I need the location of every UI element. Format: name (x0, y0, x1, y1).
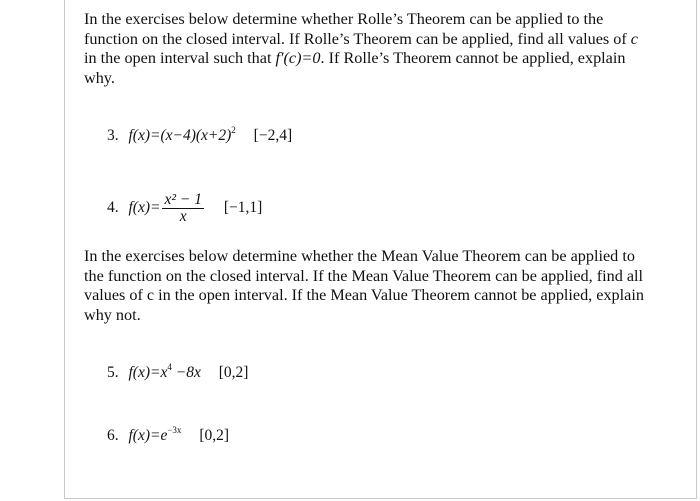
mvt-instructions: In the exercises below determine whether the Mean Value Theorem can be applied to the function on the closed interval. If the Mean Value Theorem can be applied, find all values of c in the open interval. If the Mean Value Theorem cannot be applied, explain why not. (84, 247, 644, 324)
problem-6-interval: [0,2] (199, 427, 230, 444)
problem-6-exponent: −3x (167, 425, 182, 435)
problem-5-interval: [0,2] (218, 364, 249, 381)
problem-6-number: 6. (107, 427, 119, 444)
rolle-intro-part-2: in the open interval such that (84, 49, 276, 67)
problem-4-function-lhs: f(x)= (128, 199, 161, 217)
problem-5 (107, 362, 248, 382)
problem-6-function-lhs: f(x)= (128, 427, 161, 444)
rolle-intro-part-1: In the exercises below determine whether Rolle’s Theorem can be applied to the function on the closed interval. If Rolle’s Theorem can be applied, find all values of (84, 10, 631, 48)
rolle-intro-part-3: . If Rolle’s Theorem cannot be applied, explain why. (84, 49, 626, 87)
problem-3-interval: [−2,4] (253, 127, 293, 144)
problem-5-tail: −8x (171, 364, 201, 381)
problem-5-exponent: 4 (167, 362, 172, 372)
problem-4-numerator: x² − 1 (164, 191, 202, 208)
problem-4-fraction (162, 192, 204, 225)
rolle-instructions (84, 10, 644, 88)
problem-6 (107, 425, 229, 445)
problem-5-number: 5. (107, 364, 119, 381)
problem-6-base: e (160, 427, 168, 444)
problem-4-interval: [−1,1] (223, 199, 263, 217)
problem-4-number: 4. (107, 199, 119, 217)
problem-3-exponent: 2 (231, 125, 236, 135)
problem-3-number: 3. (107, 127, 119, 144)
problem-5-function-lhs: f(x)= (128, 364, 161, 381)
problem-3-function-lhs: f(x)= (128, 127, 161, 144)
problem-3-function-rhs: (x−4)(x+2) (160, 127, 232, 144)
problem-4-denominator: x (179, 208, 187, 225)
problem-4 (107, 192, 262, 225)
problem-5-base: x (160, 364, 168, 381)
rolle-variable-c: c (630, 29, 638, 48)
problem-3 (107, 125, 292, 145)
rolle-condition: f′(c)=0 (275, 49, 321, 67)
